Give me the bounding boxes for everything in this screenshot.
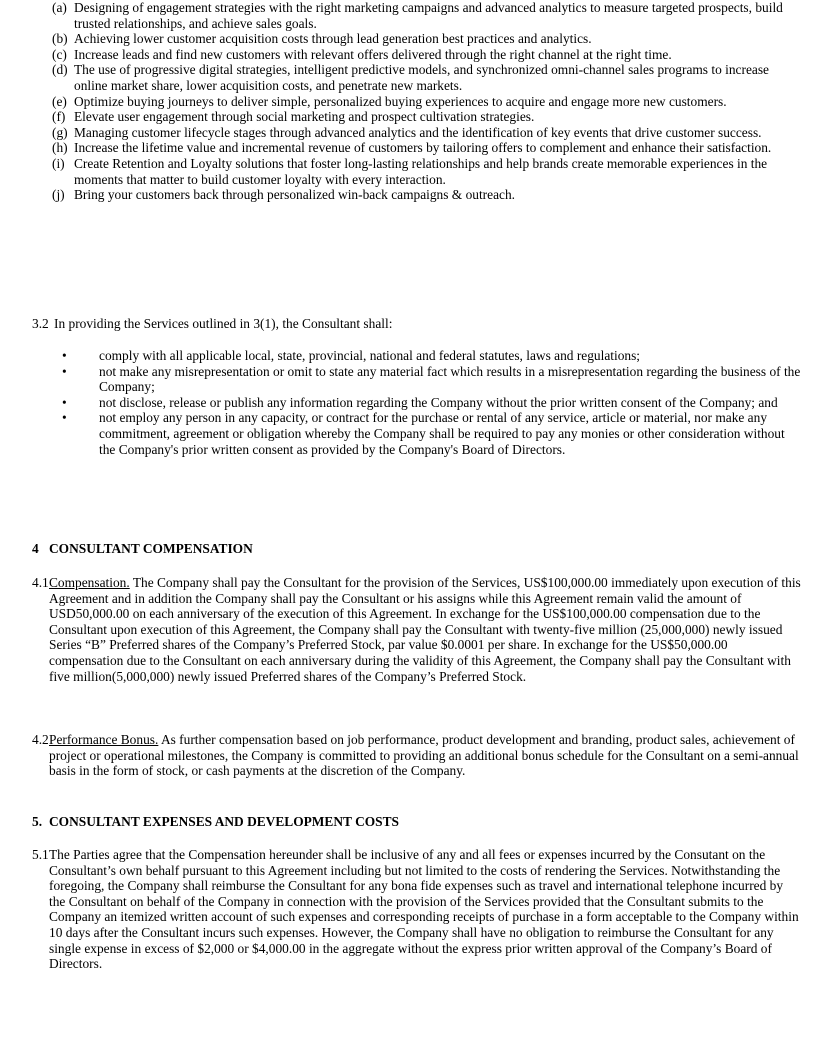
list-marker: (i) (52, 155, 65, 171)
bullet-icon: • (62, 394, 67, 410)
list-text: The use of progressive digital strategies, intelligent predictive models, and synchronized omni-channel sales programs to increase online market share, lower acquisition costs, and penetrate new markets. (74, 62, 769, 93)
section-text (49, 575, 802, 684)
section-4-1 (32, 575, 802, 684)
obligations-bullet-list (58, 348, 802, 457)
section-number: 4.1 (32, 575, 49, 590)
list-marker: (f) (52, 109, 66, 125)
bullet-text: not employ any person in any capacity, or contract for the purchase or rental of any service, article or material, nor make any commitment, agreement or obligation whereby the Company shall be required to pay any monies or other consideration without the Company's prior written consent as provided by the Company's Board of Directors. (99, 410, 785, 457)
list-item (52, 47, 798, 63)
section-5-1 (32, 847, 802, 972)
list-marker: (e) (52, 93, 67, 109)
list-text: Elevate user engagement through social marketing and prospect cultivation strategies. (74, 109, 535, 125)
list-marker: (d) (52, 62, 68, 78)
bullet-item (58, 410, 802, 457)
bullet-item (58, 395, 802, 411)
section-3-2 (32, 316, 802, 332)
section-number: 5.1 (32, 847, 49, 862)
list-item (52, 156, 798, 187)
list-marker: (g) (52, 124, 68, 140)
section-title: Compensation. (49, 575, 130, 590)
bullet-text: not make any misrepresentation or omit to state any material fact which results in a misrepresentation regarding the business of the Company; (99, 363, 801, 395)
heading-title: CONSULTANT EXPENSES AND DEVELOPMENT COSTS (49, 814, 399, 829)
bullet-icon: • (62, 410, 67, 426)
bullet-item (58, 348, 802, 364)
section-body: As further compensation based on job performance, product development and branding, product sales, achievement of project or operational milestones, the Company is committed to providing an additional bonus schedule for the Consultant on a semi-annual basis in the form of stock, or cash payments at the discretion of the Company. (49, 732, 799, 779)
section-title: Performance Bonus. (49, 732, 159, 747)
heading-number: 5. (32, 814, 43, 829)
bullet-icon: • (62, 363, 67, 379)
list-item (52, 125, 798, 141)
section-text: The Parties agree that the Compensation hereunder shall be inclusive of any and all fees or expenses incurred by the Consutant on the Consultant’s own behalf pursuant to this Agreement including but not limited to the costs of rendering the Services. Notwithstanding the foregoing, the Company shall reimburse the Consultant for any bona fide expenses such as travel and international telephone incurred by the Consultant on behalf of the Company in connection with the provision of the Services provided that the Consultant submits to the Company an itemized written account of such expenses and corresponding receipts of purchase in a form acceptable to the Company within 10 days after the Consultant incurs such expenses. However, the Company shall have no obligation to reimburse the Consultant for any single expense in excess of $2,000 or $4,000.00 in the aggregate without the express prior written approval of the Company’s Board of Directors. (49, 847, 799, 972)
list-text: Optimize buying journeys to deliver simple, personalized buying experiences to acquire and engage more new customers. (74, 93, 727, 109)
services-list (52, 0, 798, 203)
section-number: 3.2 (32, 316, 49, 331)
list-marker: (j) (52, 187, 65, 203)
list-item (52, 62, 798, 93)
list-text: Increase the lifetime value and incremental revenue of customers by tailoring offers to complement and enhance their satisfaction. (74, 140, 772, 156)
list-marker: (h) (52, 140, 68, 156)
bullet-item (58, 364, 802, 395)
section-body: The Company shall pay the Consultant for the provision of the Services, US$100,000.00 immediately upon execution of this Agreement and in addition the Company shall pay the Consultant or his assigns while this Agreement remain valid the amount of USD50,000.00 on each anniversary of the execution of this Agreement. In exchange for the US$100,000.00 compensation due to the Consultant upon execution of this Agreement, the Company shall pay the Consultant with twenty-five million (25,000,000) newly issued Series “B” Preferred shares of the Company’s Preferred Stock, par value $0.0001 per share. In exchange for the US$50,000.00 compensation due to the Consultant on each anniversary during the validity of this Agreement, the Company shall pay the Consultant with five million(5,000,000) newly issued Preferred shares of the Company’s Preferred Stock. (49, 575, 801, 684)
list-item (52, 0, 798, 31)
bullet-icon: • (62, 348, 67, 363)
list-text: Increase leads and find new customers with relevant offers delivered through the right channel at the right time. (74, 46, 672, 62)
list-text: Bring your customers back through personalized win-back campaigns & outreach. (74, 187, 516, 203)
list-marker: (c) (52, 46, 67, 62)
list-text: Achieving lower customer acquisition costs through lead generation best practices and analytics. (74, 31, 592, 47)
list-item (52, 140, 798, 156)
bullet-text: not disclose, release or publish any information regarding the Company without the prior written consent of the Company; and (99, 394, 778, 410)
section-4-2 (32, 732, 802, 779)
heading-title: CONSULTANT COMPENSATION (49, 541, 253, 556)
heading-section-5 (32, 814, 399, 830)
list-item (52, 31, 798, 47)
heading-section-4 (32, 541, 253, 557)
section-text (49, 732, 802, 779)
list-text: Create Retention and Loyalty solutions that foster long-lasting relationships and help brands create memorable experiences in the moments that matter to build customer loyalty with every interaction. (74, 155, 768, 187)
list-item (52, 187, 798, 203)
list-marker: (a) (52, 0, 67, 15)
list-item (52, 94, 798, 110)
bullet-text: comply with all applicable local, state, provincial, national and federal statutes, laws and regulations; (99, 348, 641, 363)
section-text: In providing the Services outlined in 3(1), the Consultant shall: (54, 316, 393, 331)
list-text: Managing customer lifecycle stages through advanced analytics and the identification of key events that drive customer success. (74, 124, 762, 140)
heading-number: 4 (32, 541, 39, 556)
section-number: 4.2 (32, 732, 49, 747)
list-item (52, 109, 798, 125)
list-marker: (b) (52, 31, 68, 47)
list-text: Designing of engagement strategies with the right marketing campaigns and advanced analytics to measure targeted prospects, build trusted relationships, and achieve sales goals. (74, 0, 783, 31)
